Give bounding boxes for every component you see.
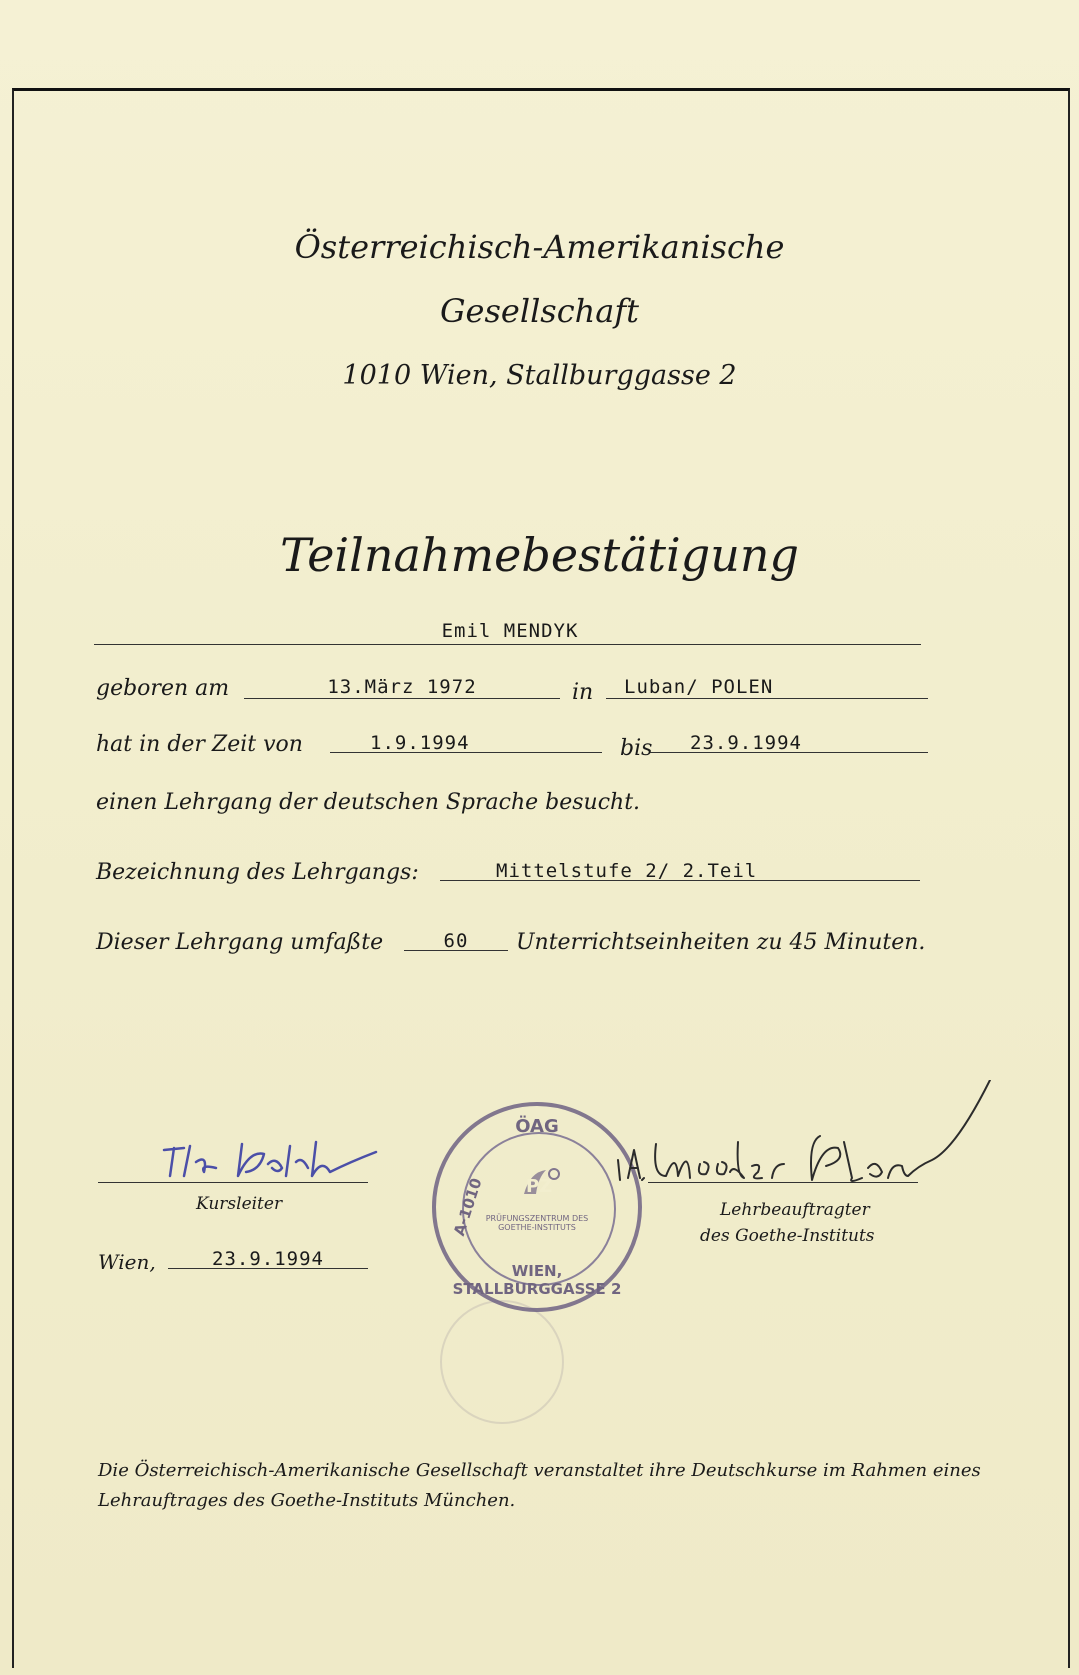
- right-signature-line: [648, 1182, 918, 1183]
- stamp-center-line1: PRÜFUNGSZENTRUM DES: [485, 1214, 589, 1223]
- organization-name-line1: Österreichisch-Amerikanische: [294, 228, 785, 266]
- footer-line2: Lehrauftrages des Goethe-Instituts München.: [98, 1490, 516, 1511]
- left-signature-line: [98, 1182, 368, 1183]
- birth-place-underline: [606, 698, 928, 699]
- birth-date: 13.März 1972: [327, 676, 477, 698]
- teaching-units-underline: [404, 950, 508, 951]
- stamp-top-text: ÖAG: [515, 1116, 559, 1137]
- stamp-logo-text: PZ: [526, 1176, 553, 1197]
- official-stamp: [432, 1102, 642, 1312]
- place-label: Wien,: [98, 1250, 156, 1274]
- course-name-value: Mittelstufe 2/ 2.Teil: [496, 860, 758, 882]
- issue-date: 23.9.1994: [212, 1248, 324, 1270]
- birth-place: Luban/ POLEN: [624, 676, 774, 698]
- period-from-underline: [330, 752, 602, 753]
- attendance-statement: einen Lehrgang der deutschen Sprache besucht.: [96, 790, 641, 815]
- period-from-date: 1.9.1994: [370, 732, 470, 754]
- faint-stamp-impression: [440, 1300, 564, 1424]
- organization-address: 1010 Wien, Stallburggasse 2: [342, 360, 737, 391]
- teaching-units: 60: [443, 930, 469, 952]
- course-name-underline: [440, 880, 920, 881]
- period-to-date: 23.9.1994: [690, 732, 802, 754]
- issue-date-underline: [168, 1268, 368, 1269]
- footer-note: [98, 1456, 998, 1516]
- scope-prefix: Dieser Lehrgang umfaßte: [96, 930, 384, 955]
- document-title: Teilnahmebestätigung: [280, 528, 799, 582]
- footer-line1: Die Österreichisch-Amerikanische Gesellschaft veranstaltet ihre Deutschkurse im Rahmen eines: [98, 1460, 981, 1481]
- stamp-logo-icon: [516, 1164, 566, 1204]
- born-label: geboren am: [96, 676, 230, 701]
- period-to-underline: [650, 752, 928, 753]
- birth-date-underline: [244, 698, 560, 699]
- period-from-label: hat in der Zeit von: [96, 732, 303, 757]
- stamp-center-text: [436, 1214, 638, 1232]
- course-name-label: Bezeichnung des Lehrgangs:: [96, 860, 419, 885]
- right-signature: [612, 1080, 992, 1220]
- participant-name: Emil MENDYK: [441, 620, 579, 642]
- in-label: in: [572, 680, 594, 705]
- left-signature: [150, 1128, 380, 1188]
- name-underline: [94, 644, 921, 645]
- organization-name-line2: Gesellschaft: [439, 292, 640, 330]
- stamp-left-text: A-1010: [450, 1175, 486, 1239]
- stamp-center-line2: GOETHE-INSTITUTS: [498, 1223, 576, 1232]
- instructor-label-line1: Lehrbeauftragter: [720, 1200, 870, 1220]
- course-leader-label: Kursleiter: [196, 1194, 283, 1214]
- scope-suffix: Unterrichtseinheiten zu 45 Minuten.: [516, 930, 926, 955]
- period-to-label: bis: [620, 736, 653, 761]
- stamp-bottom-text: WIEN, STALLBURGGASSE 2: [452, 1262, 622, 1298]
- instructor-label-line2: des Goethe-Instituts: [700, 1226, 875, 1246]
